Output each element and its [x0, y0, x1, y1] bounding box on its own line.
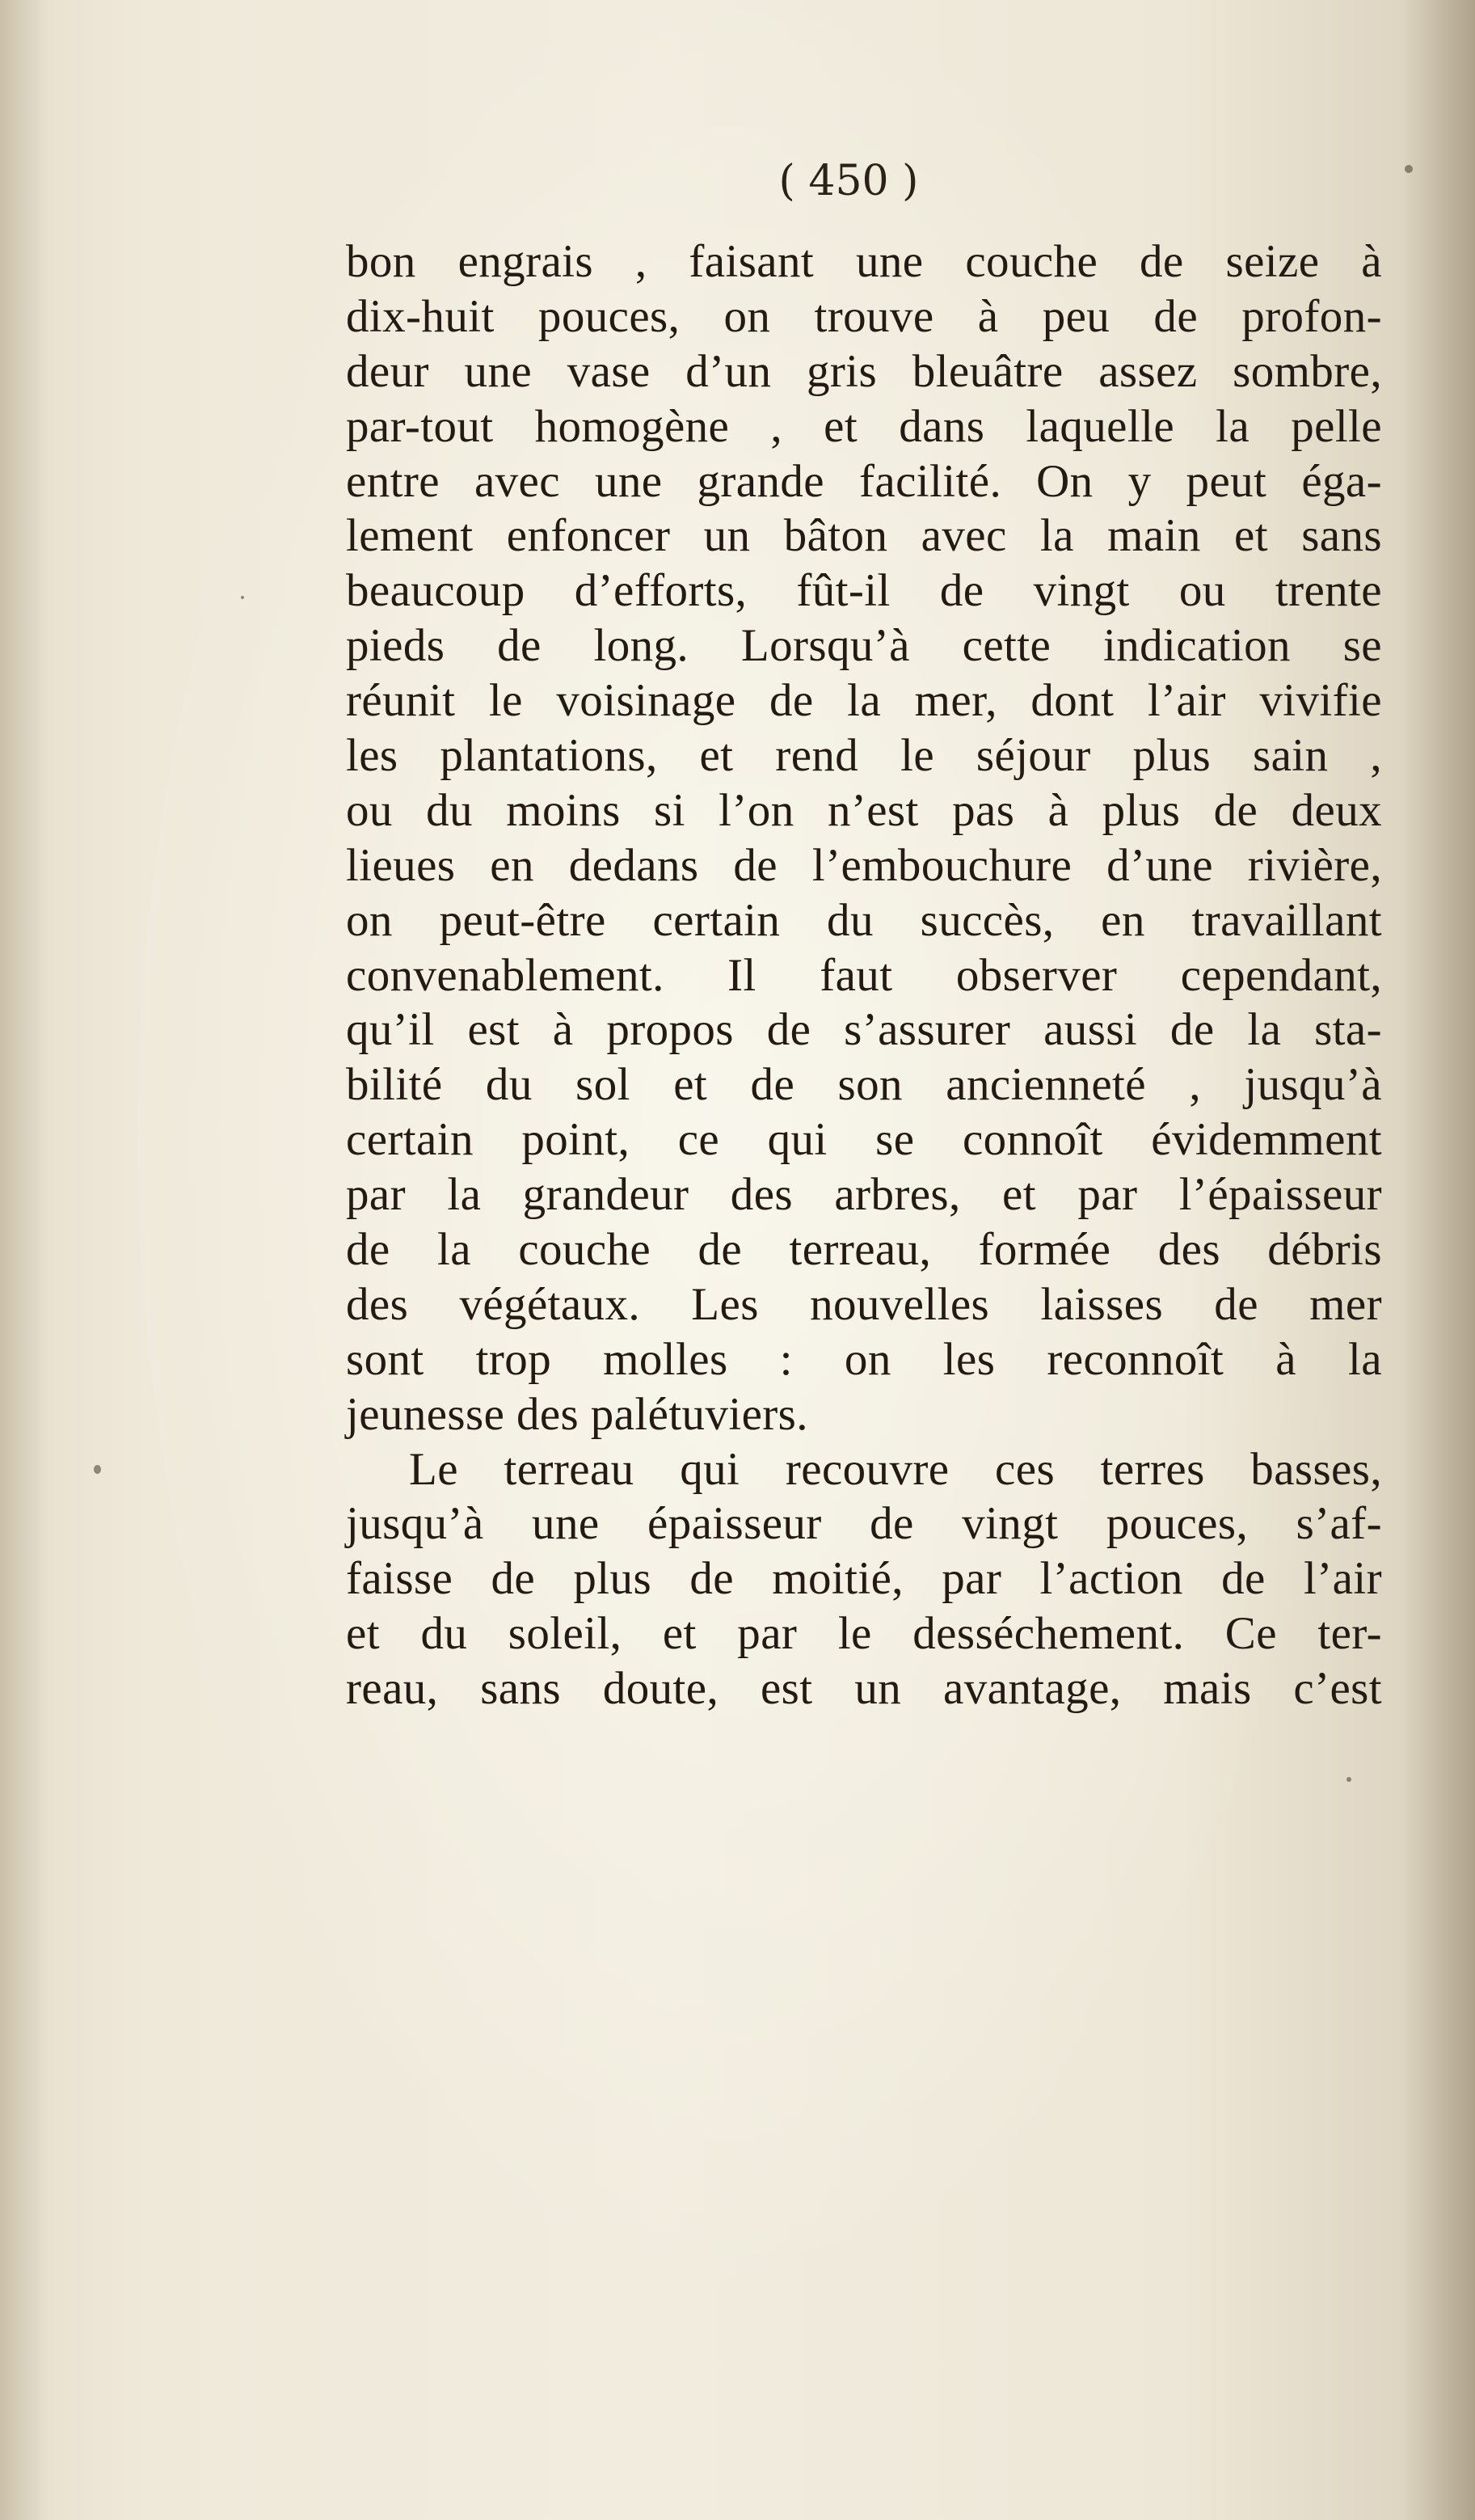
text-line: lement enfoncer un bâton avec la main et sans [346, 510, 1382, 562]
text-line: entre avec une grande facilité. On y peut éga- [346, 455, 1382, 507]
paper-speck [94, 1465, 101, 1474]
text-line: lieues en dedans de l’embouchure d’une rivière, [346, 839, 1382, 891]
page-edge-shadow-left [0, 0, 48, 2520]
text-line-paragraph-start: Le terreau qui recouvre ces terres basses, [409, 1443, 1382, 1495]
page-number: ( 450 ) [778, 157, 919, 205]
text-line: et du soleil, et par le desséchement. Ce ter- [346, 1608, 1382, 1660]
text-line: pieds de long. Lorsqu’à cette indication se [346, 620, 1382, 672]
text-line: réunit le voisinage de la mer, dont l’air vivifie [346, 675, 1382, 727]
text-line: deur une vase d’un gris bleuâtre assez sombre, [346, 345, 1382, 397]
text-line: sont trop molles : on les reconnoît à la [346, 1333, 1382, 1385]
text-line: bon engrais , faisant une couche de seize à [346, 236, 1382, 287]
text-line: jeunesse des palétuviers. [346, 1388, 808, 1440]
text-line: bilité du sol et de son ancienneté , jusqu’à [346, 1059, 1382, 1111]
text-line: dix-huit pouces, on trouve à peu de profon- [346, 290, 1382, 342]
text-line: certain point, ce qui se connoît évidemment [346, 1114, 1382, 1166]
paper-speck [1346, 1777, 1351, 1782]
text-line: ou du moins si l’on n’est pas à plus de deux [346, 784, 1382, 836]
text-line: qu’il est à propos de s’assurer aussi de la sta- [346, 1004, 1382, 1056]
text-line: reau, sans doute, est un avantage, mais c’est [346, 1663, 1382, 1715]
text-line: par la grandeur des arbres, et par l’épaisseur [346, 1169, 1382, 1221]
text-line: faisse de plus de moitié, par l’action de l’air [346, 1553, 1382, 1605]
text-line: on peut-être certain du succès, en travaillant [346, 894, 1382, 946]
text-line: les plantations, et rend le séjour plus sain , [346, 730, 1382, 782]
text-line: de la couche de terreau, formée des débris [346, 1224, 1382, 1276]
paper-speck [241, 596, 244, 599]
paper-speck [1405, 165, 1413, 173]
text-line: par-tout homogène , et dans laquelle la pelle [346, 400, 1382, 452]
page-edge-shadow-right [1402, 0, 1475, 2520]
text-line: jusqu’à une épaisseur de vingt pouces, s’af- [346, 1498, 1382, 1550]
text-line: des végétaux. Les nouvelles laisses de mer [346, 1278, 1382, 1330]
text-line: beaucoup d’efforts, fût-il de vingt ou trente [346, 565, 1382, 617]
text-line: convenablement. Il faut observer cependant, [346, 949, 1382, 1001]
body-text [346, 234, 1382, 1716]
